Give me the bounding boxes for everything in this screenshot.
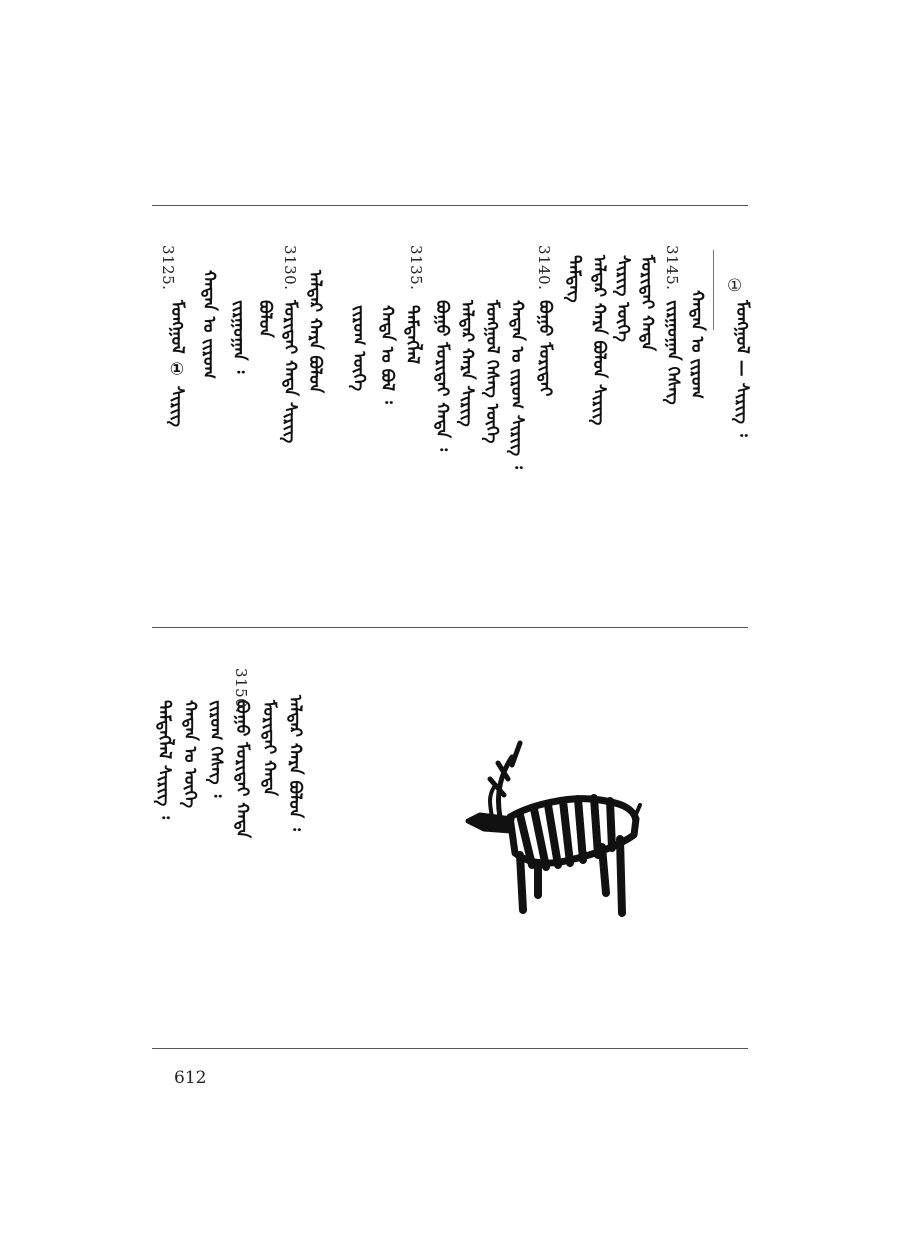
script-column: ᠬᠠᠳᠠᠨ ᠤ ᠦᠭᠡ [180,700,200,809]
script-column: ᠮᠣᠷᠢᠳᠠᠢ ᠬᠠᠳᠠ ᠰᠢᠷᠢᠭ [280,300,300,444]
script-column: ᠮᠣᠷᠢᠳᠠᠢ ᠬᠠᠳᠠ [637,255,657,351]
line-number: 3145. [663,245,681,291]
deer-petroglyph-icon [460,735,650,925]
script-column: ᠠᠯᠳᠠᠷ ᠬᠠᠷᠠ ᠪᠣᠯᠤᠨ [305,270,325,394]
middle-rule [152,627,748,628]
line-number: 3125. [159,245,177,291]
script-column: ᠵᠢᠷᠭᠤᠭᠠᠨ ᠬᠡᠰᠡᠭ [663,300,683,405]
script-column: ᠬᠠᠳᠠ ᠤ ᠪᠣᠯ ᠄ [377,305,397,404]
script-column: ᠵᠢᠷᠤᠭ ᠦᠭᠡ [349,305,369,392]
script-column: ᠪᠣᠯᠤᠨ [255,300,275,338]
top-rule [152,205,748,206]
script-column: ᠮᠣᠩᠭᠣᠯ ① ᠰᠢᠷᠢᠭ [167,300,187,427]
script-column: ᠮᠣᠷᠢᠳᠠᠢ ᠬᠠᠳᠠ [259,700,279,796]
footnote-marker: ① [727,276,743,296]
script-column: ᠵᠢᠷᠭᠤᠭᠠᠨ ᠄ [229,300,249,374]
script-column: ᠬᠠᠳᠠᠨ ᠤ ᠵᠢᠷᠤᠭ ᠰᠢᠷᠢᠭ ᠄ [507,300,527,469]
script-column: ᠮᠣᠩᠭᠣᠯ — ᠰᠢᠷᠢᠭ ᠄ [732,300,752,437]
script-column: ᠵᠢᠷᠤᠭ ᠬᠡᠰᠡᠭ ᠄ [206,700,226,798]
script-column: ᠪᠤᠭᠤ ᠮᠣᠷᠢᠳᠠᠢ [535,300,555,397]
bottom-rule [152,1048,748,1049]
script-column: ᠬᠠᠳᠠᠨ ᠤ ᠵᠢᠷᠤᠭ [199,270,219,379]
line-number: 3140. [535,245,553,291]
script-column: ᠮᠣᠩᠭᠣᠯ ᠬᠡᠰᠡᠭ ᠦᠭᠡ [482,300,502,444]
script-column: ᠬᠠᠳᠠᠨ ᠤ ᠵᠢᠷᠤᠭ [687,290,707,399]
line-number: 3135. [407,245,425,291]
script-column: ᠪᠤᠭᠤ ᠮᠣᠷᠢᠳᠠᠢ ᠬᠠᠳᠠ ᠄ [432,300,452,451]
line-number: 3150. [232,668,250,714]
page-number: 612 [174,1068,207,1088]
script-column: ᠲᠡᠮᠳᠡᠭ [564,255,584,303]
script-column: ᠠᠯᠳᠠᠷ ᠬᠠᠷᠠ ᠪᠣᠯᠤᠨ ᠄ [285,695,305,831]
script-column: ᠠᠯᠳᠠᠷ ᠬᠠᠷᠠ ᠰᠢᠷᠢᠭ [457,300,477,427]
script-column: ᠰᠢᠷᠢᠭ ᠦᠭᠡ [613,255,633,342]
script-column: ᠲᠡᠮᠳᠡᠭᠯᠡᠯ ᠰᠢᠷᠢᠭ ᠄ [154,700,174,820]
script-column: ᠲᠡᠮᠳᠡᠭᠯᠡᠯ [402,305,422,364]
script-column: ᠠᠯᠳᠠᠷ ᠬᠠᠷᠠ ᠪᠣᠯᠤᠨ ᠰᠢᠷᠢᠭ [589,255,609,426]
line-number: 3130. [281,245,299,291]
script-column: ᠪᠤᠭᠤ ᠮᠣᠷᠢᠳᠠᠢ ᠬᠠᠳᠠ [232,700,252,839]
footnote-divider [713,250,714,330]
